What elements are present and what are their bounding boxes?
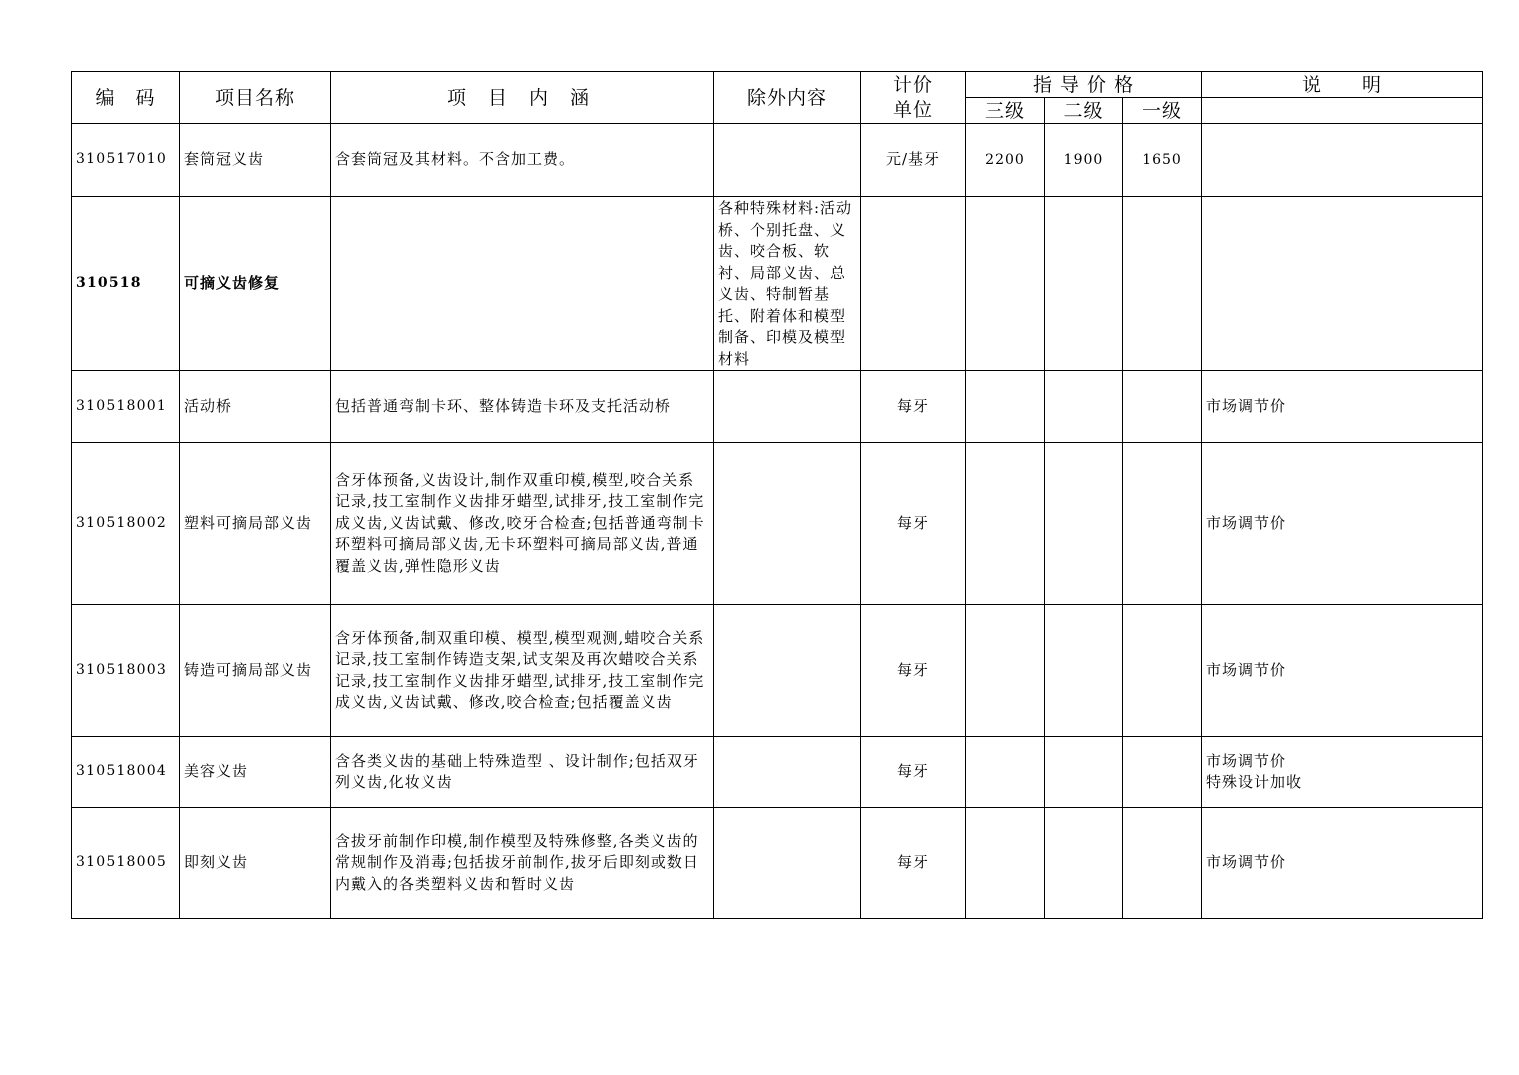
row-level1 xyxy=(1123,605,1202,737)
row-name: 铸造可摘局部义齿 xyxy=(180,605,331,737)
row-note xyxy=(1202,197,1483,371)
row-content: 含套筒冠及其材料。不含加工费。 xyxy=(331,124,714,197)
table-row xyxy=(72,737,1483,808)
row-level2 xyxy=(1045,443,1123,605)
row-level3 xyxy=(966,737,1045,808)
header-code: 编 码 xyxy=(72,72,180,124)
row-level1 xyxy=(1123,197,1202,371)
row-code: 310518002 xyxy=(72,443,180,605)
row-note xyxy=(1202,124,1483,197)
row-level2 xyxy=(1045,605,1123,737)
row-code: 310518001 xyxy=(72,371,180,443)
row-level3 xyxy=(966,371,1045,443)
row-level2 xyxy=(1045,808,1123,919)
header-unit-line1: 计价 xyxy=(892,73,933,96)
row-unit: 每牙 xyxy=(861,737,966,808)
row-content: 含拔牙前制作印模,制作模型及特殊修整,各类义齿的常规制作及消毒;包括拔牙前制作,拔牙后即刻或数日内戴入的各类塑料义齿和暂时义齿 xyxy=(331,808,714,919)
row-unit: 每牙 xyxy=(861,371,966,443)
row-level2 xyxy=(1045,737,1123,808)
row-name: 即刻义齿 xyxy=(180,808,331,919)
row-name: 活动桥 xyxy=(180,371,331,443)
header-unit xyxy=(861,72,966,124)
row-name: 可摘义齿修复 xyxy=(180,197,331,371)
row-exclusion xyxy=(714,371,861,443)
row-note: 市场调节价 xyxy=(1202,605,1483,737)
row-level3: 2200 xyxy=(966,124,1045,197)
row-unit xyxy=(861,197,966,371)
header-exclusion: 除外内容 xyxy=(714,72,861,124)
row-code: 310518 xyxy=(72,197,180,371)
row-exclusion xyxy=(714,443,861,605)
row-level1 xyxy=(1123,808,1202,919)
row-note: 市场调节价 特殊设计加收 xyxy=(1202,737,1483,808)
row-content xyxy=(331,197,714,371)
header-row-1 xyxy=(72,72,1483,98)
row-content: 包括普通弯制卡环、整体铸造卡环及支托活动桥 xyxy=(331,371,714,443)
row-exclusion xyxy=(714,605,861,737)
row-code: 310518003 xyxy=(72,605,180,737)
header-note-blank xyxy=(1202,98,1483,124)
header-price-group: 指 导 价 格 xyxy=(966,72,1202,98)
row-level2 xyxy=(1045,197,1123,371)
row-exclusion xyxy=(714,737,861,808)
row-level3 xyxy=(966,197,1045,371)
row-code: 310518004 xyxy=(72,737,180,808)
row-unit: 每牙 xyxy=(861,443,966,605)
header-level3: 三级 xyxy=(966,98,1045,124)
header-name: 项目名称 xyxy=(180,72,331,124)
row-unit: 元/基牙 xyxy=(861,124,966,197)
row-level1 xyxy=(1123,371,1202,443)
row-unit: 每牙 xyxy=(861,808,966,919)
row-content: 含牙体预备,制双重印模、模型,模型观测,蜡咬合关系记录,技工室制作铸造支架,试支架及再次蜡咬合关系记录,技工室制作义齿排牙蜡型,试排牙,技工室制作完成义齿,义齿试戴、修改,咬合检查;包括覆盖义齿 xyxy=(331,605,714,737)
row-level3 xyxy=(966,808,1045,919)
header-level2: 二级 xyxy=(1045,98,1123,124)
row-content: 含各类义齿的基础上特殊造型 、设计制作;包括双牙列义齿,化妆义齿 xyxy=(331,737,714,808)
row-code: 310518005 xyxy=(72,808,180,919)
row-exclusion xyxy=(714,124,861,197)
row-name: 套筒冠义齿 xyxy=(180,124,331,197)
row-exclusion: 各种特殊材料:活动桥、个别托盘、义齿、咬合板、软衬、局部义齿、总义齿、特制暂基托、附着体和模型制备、印模及模型材料 xyxy=(714,197,861,371)
row-level2: 1900 xyxy=(1045,124,1123,197)
row-level2 xyxy=(1045,371,1123,443)
row-level3 xyxy=(966,605,1045,737)
row-code: 310517010 xyxy=(72,124,180,197)
row-note: 市场调节价 xyxy=(1202,371,1483,443)
table-row xyxy=(72,124,1483,197)
row-exclusion xyxy=(714,808,861,919)
row-note: 市场调节价 xyxy=(1202,443,1483,605)
row-level1: 1650 xyxy=(1123,124,1202,197)
table-row xyxy=(72,605,1483,737)
header-level1: 一级 xyxy=(1123,98,1202,124)
row-name: 塑料可摘局部义齿 xyxy=(180,443,331,605)
price-table xyxy=(71,71,1483,919)
table-row xyxy=(72,443,1483,605)
row-level1 xyxy=(1123,443,1202,605)
row-unit: 每牙 xyxy=(861,605,966,737)
row-name: 美容义齿 xyxy=(180,737,331,808)
header-unit-line2: 单位 xyxy=(892,98,933,121)
row-level1 xyxy=(1123,737,1202,808)
header-content: 项 目 内 涵 xyxy=(331,72,714,124)
row-level3 xyxy=(966,443,1045,605)
table-row xyxy=(72,197,1483,371)
header-note: 说 明 xyxy=(1202,72,1483,98)
table-row xyxy=(72,371,1483,443)
row-note: 市场调节价 xyxy=(1202,808,1483,919)
table-row xyxy=(72,808,1483,919)
row-content: 含牙体预备,义齿设计,制作双重印模,模型,咬合关系记录,技工室制作义齿排牙蜡型,试排牙,技工室制作完成义齿,义齿试戴、修改,咬牙合检查;包括普通弯制卡环塑料可摘局部义齿,无卡环塑料可摘局部义齿,普通覆盖义齿,弹性隐形义齿 xyxy=(331,443,714,605)
